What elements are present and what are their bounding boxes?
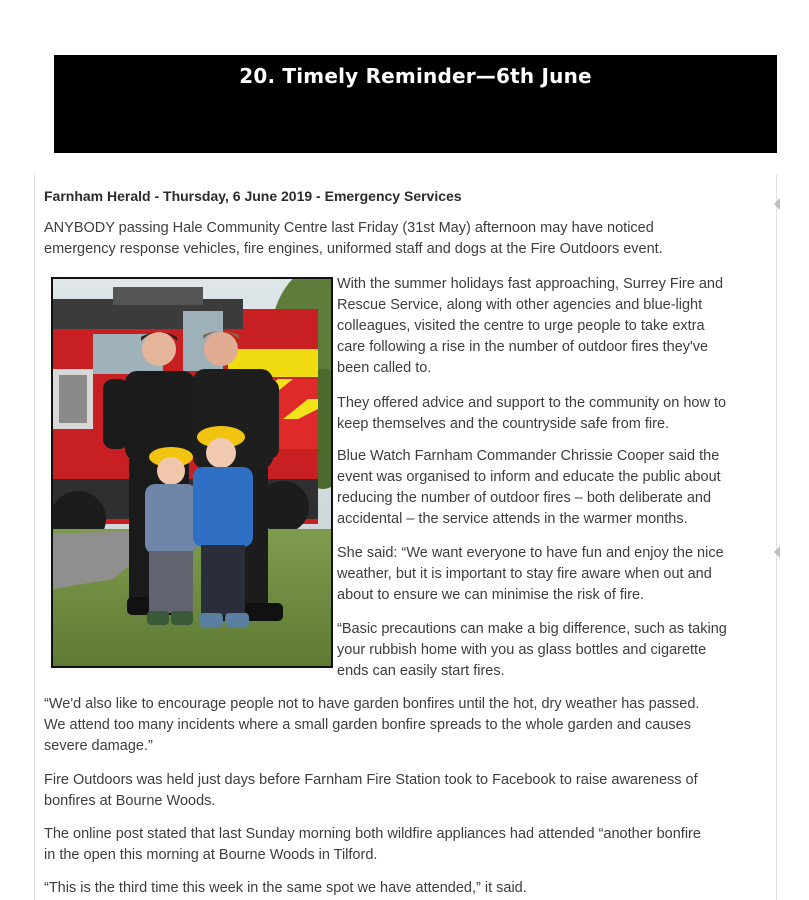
- text-line: bonfires at Bourne Woods.: [44, 793, 216, 809]
- text-line: your rubbish home with you as glass bottles and cigarette: [337, 642, 707, 658]
- text-line: care following a rise in the number of outdoor fires they've: [337, 339, 709, 355]
- text-line: accidental – the service attends in the warmer months.: [337, 511, 688, 527]
- scroll-marker-icon: [774, 546, 780, 558]
- text-line: reducing the number of outdoor fires – both deliberate and: [337, 490, 712, 506]
- text-line: “This is the third time this week in the same spot we have attended,” it said.: [44, 880, 527, 896]
- text-line: She said: “We want everyone to have fun and enjoy the nice: [337, 545, 724, 561]
- full-paragraph-1: [44, 694, 699, 757]
- article-clipping: [34, 174, 777, 900]
- text-line: “We'd also like to encourage people not to have garden bonfires until the hot, dry weather has passed.: [44, 696, 700, 712]
- text-line: Rescue Service, along with other agencies and blue-light: [337, 297, 703, 313]
- title-banner: [54, 55, 777, 153]
- side-paragraph-1: [337, 274, 723, 379]
- text-line: They offered advice and support to the community on how to: [337, 395, 727, 411]
- side-paragraph-4: [337, 543, 724, 606]
- full-paragraph-3: [44, 824, 701, 866]
- intro-paragraph: [44, 218, 663, 260]
- text-line: severe damage.”: [44, 738, 153, 754]
- firefighters-photo: [53, 279, 331, 666]
- side-paragraph-5: [337, 619, 727, 682]
- text-line: We attend too many incidents where a small garden bonfire spreads to the whole garden and causes: [44, 717, 691, 733]
- text-line: weather, but it is important to stay fire aware when out and: [337, 566, 712, 582]
- text-line: ANYBODY passing Hale Community Centre last Friday (31st May) afternoon may have noticed: [44, 220, 654, 236]
- text-line: event was organised to inform and educate the public about: [337, 469, 721, 485]
- text-line: With the summer holidays fast approaching, Surrey Fire and: [337, 276, 724, 292]
- text-line: keep themselves and the countryside safe from fire.: [337, 416, 670, 432]
- text-line: colleagues, visited the centre to urge people to take extra: [337, 318, 705, 334]
- text-line: Fire Outdoors was held just days before Farnham Fire Station took to Facebook to raise awareness of: [44, 772, 698, 788]
- text-line: ends can easily start fires.: [337, 663, 505, 679]
- text-line: Blue Watch Farnham Commander Chrissie Cooper said the: [337, 448, 720, 464]
- text-line: The online post stated that last Sunday morning both wildfire appliances had attended “another bonfire: [44, 826, 701, 842]
- text-line: been called to.: [337, 360, 432, 376]
- text-line: in the open this morning at Bourne Woods in Tilford.: [44, 847, 378, 863]
- scroll-marker-icon: [774, 198, 780, 210]
- text-line: emergency response vehicles, fire engines, uniformed staff and dogs at the Fire Outdoors event.: [44, 241, 663, 257]
- page-title: 20. Timely Reminder—6th June: [239, 64, 592, 88]
- full-paragraph-4: [44, 878, 527, 899]
- full-paragraph-2: [44, 770, 698, 812]
- text-line: “Basic precautions can make a big difference, such as taking: [337, 621, 727, 637]
- text-line: about to ensure we can minimise the risk of fire.: [337, 587, 645, 603]
- article-headline: Farnham Herald - Thursday, 6 June 2019 - Emergency Services: [44, 188, 462, 204]
- article-photo: [51, 277, 333, 668]
- side-paragraph-2: [337, 393, 726, 435]
- side-paragraph-3: [337, 446, 721, 530]
